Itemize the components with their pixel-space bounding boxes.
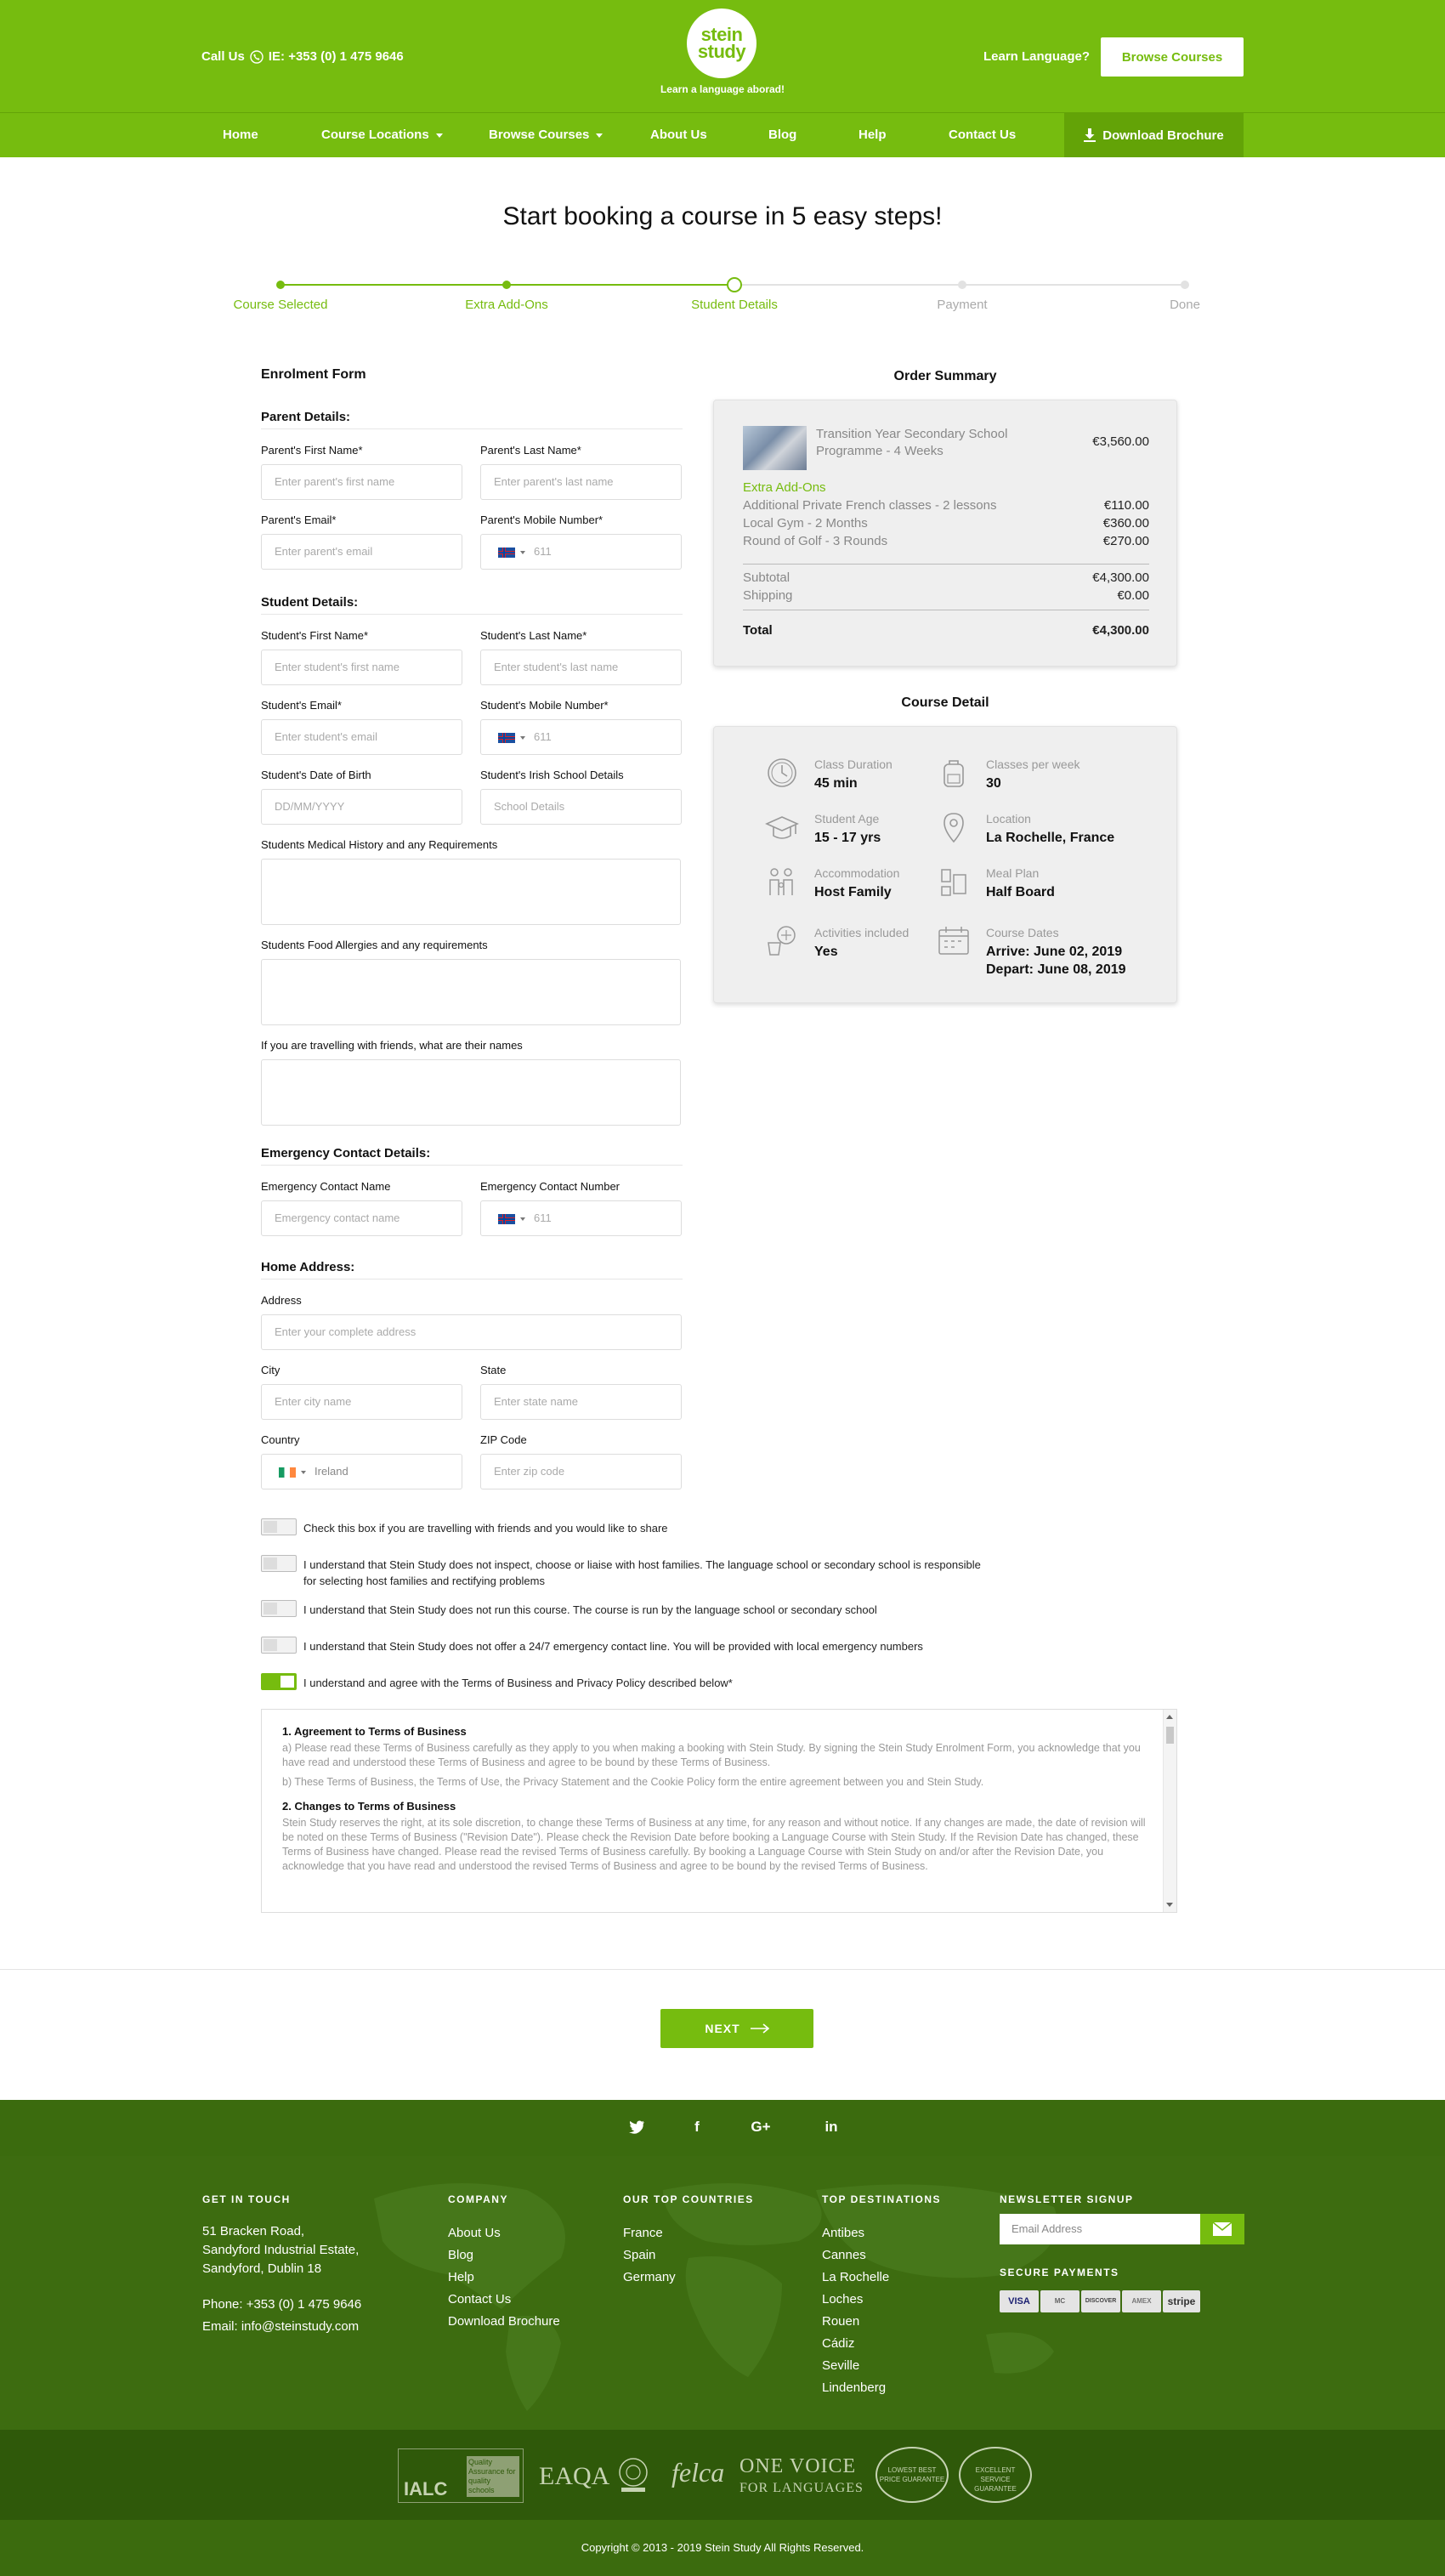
tagline: Learn a language aborad! xyxy=(660,83,785,95)
subtotal-label: Subtotal xyxy=(743,570,790,585)
felca-logo: felca xyxy=(672,2457,725,2488)
nav-help-label: Help xyxy=(858,128,887,142)
ialc-text: IALC xyxy=(404,2478,448,2499)
addon-name: Round of Golf - 3 Rounds xyxy=(743,534,888,548)
footer-company xyxy=(448,2193,560,2333)
student-mobile-label: Student's Mobile Number* xyxy=(480,699,609,712)
country-label: Country xyxy=(261,1433,300,1446)
family-icon xyxy=(765,865,799,899)
twitter-icon[interactable] xyxy=(626,2117,647,2137)
download-icon xyxy=(1084,128,1096,142)
footer-heading: OUR TOP COUNTRIES xyxy=(623,2193,754,2205)
footer-link[interactable]: Contact Us xyxy=(448,2292,512,2306)
footer-heading: GET IN TOUCH xyxy=(202,2193,291,2205)
checkbox-terms-row[interactable] xyxy=(261,1673,1026,1692)
emergency-name-input[interactable]: Emergency contact name xyxy=(261,1200,462,1236)
enrolment-form xyxy=(261,367,683,1478)
detail-value: Host Family xyxy=(814,885,892,899)
discover-icon: DISCOVER xyxy=(1081,2290,1120,2312)
divider xyxy=(261,1165,683,1166)
divider xyxy=(261,428,683,429)
home-section-title: Home Address: xyxy=(261,1260,355,1274)
parent-last-name-input[interactable]: Enter parent's last name xyxy=(480,464,682,500)
detail-label: Classes per week xyxy=(986,757,1080,771)
emergency-toggle[interactable] xyxy=(261,1637,297,1654)
chevron-down-icon xyxy=(596,133,603,138)
order-summary-title: Order Summary xyxy=(893,369,997,383)
footer-destinations xyxy=(822,2193,941,2399)
footer-contact xyxy=(202,2193,361,2338)
progress-steps xyxy=(233,277,1200,312)
graduation-cap-icon xyxy=(765,810,799,844)
detail-value: 45 min xyxy=(814,776,858,791)
call-us[interactable] xyxy=(201,49,404,64)
city-input[interactable]: Enter city name xyxy=(261,1384,462,1420)
course-detail-title: Course Detail xyxy=(901,695,989,710)
shipping-label: Shipping xyxy=(743,588,793,603)
scroll-thumb[interactable] xyxy=(1166,1727,1174,1744)
nav-about-label: About Us xyxy=(650,128,707,142)
friends-textarea[interactable] xyxy=(261,1059,681,1126)
nav-home-label: Home xyxy=(223,128,258,142)
newsletter-form xyxy=(1000,2214,1244,2244)
course-name: Transition Year Secondary School Programme - 4 Weeks xyxy=(816,427,1008,458)
footer-email[interactable]: Email: info@steinstudy.com xyxy=(202,2319,360,2334)
course-thumbnail xyxy=(743,426,807,470)
checkbox-share-row[interactable] xyxy=(261,1518,1026,1537)
medical-label: Students Medical History and any Requirements xyxy=(261,838,498,851)
parent-last-label: Parent's Last Name* xyxy=(480,444,581,457)
google-plus-icon[interactable]: G+ xyxy=(751,2119,771,2135)
detail-label: Meal Plan xyxy=(986,866,1040,880)
detail-value: Half Board xyxy=(986,885,1055,899)
footer-phone[interactable]: Phone: +353 (0) 1 475 9646 xyxy=(202,2297,362,2312)
phone-placeholder: 611 xyxy=(534,545,552,558)
flag-icon[interactable] xyxy=(498,1214,515,1224)
student-first-name-input[interactable]: Enter student's first name xyxy=(261,650,462,685)
phone-placeholder: 611 xyxy=(534,1211,552,1224)
divider xyxy=(743,564,1149,565)
meal-icon xyxy=(937,865,971,899)
accreditations-bar xyxy=(0,2430,1445,2520)
header-phone: IE: +353 (0) 1 475 9646 xyxy=(268,49,404,64)
addons-heading xyxy=(743,480,1149,495)
step-label-5: Done xyxy=(1170,298,1200,312)
clock-icon xyxy=(765,756,799,790)
step-dot-5 xyxy=(1181,281,1189,289)
country-value: Ireland xyxy=(314,1465,348,1478)
next-label: NEXT xyxy=(705,2022,740,2035)
parent-first-label: Parent's First Name* xyxy=(261,444,363,457)
phone-placeholder: 611 xyxy=(534,730,552,743)
student-section-title: Student Details: xyxy=(261,595,359,610)
step-dot-1 xyxy=(276,281,285,289)
parent-section-title: Parent Details: xyxy=(261,410,351,424)
detail-label: Course Dates xyxy=(986,926,1059,939)
footer-link[interactable]: Seville xyxy=(822,2358,860,2373)
map-pin-icon xyxy=(937,810,971,844)
phone-icon xyxy=(250,50,264,64)
logo-line1: stein xyxy=(700,24,743,45)
addon-price: €270.00 xyxy=(1102,534,1149,548)
shipping-value: €0.00 xyxy=(1117,588,1149,603)
one-voice-tagline: FOR LANGUAGES xyxy=(740,2481,864,2495)
friends-label: If you are travelling with friends, what are their names xyxy=(261,1039,523,1052)
addon-row xyxy=(743,498,1149,513)
learn-language-link[interactable]: Learn Language? xyxy=(983,49,1091,64)
visa-icon: VISA xyxy=(1000,2290,1039,2312)
activities-icon xyxy=(765,924,799,958)
footer-link[interactable]: Antibes xyxy=(822,2226,865,2240)
student-email-input[interactable]: Enter student's email xyxy=(261,719,462,755)
city-label: City xyxy=(261,1364,280,1376)
flag-icon[interactable] xyxy=(498,733,515,743)
detail-value: 30 xyxy=(986,776,1001,791)
footer-countries xyxy=(623,2193,754,2289)
course-toggle[interactable] xyxy=(261,1600,297,1617)
newsletter-submit-button[interactable] xyxy=(1200,2214,1244,2244)
nav-contact-us[interactable] xyxy=(949,113,1016,157)
eaqa-logo: EAQA xyxy=(539,2462,610,2490)
nav-blog-label: Blog xyxy=(768,128,797,142)
terms-heading-1: 1. Agreement to Terms of Business xyxy=(282,1725,467,1738)
food-textarea[interactable] xyxy=(261,959,681,1025)
footer-link[interactable]: Lindenberg xyxy=(822,2380,887,2395)
chevron-down-icon xyxy=(520,551,525,554)
parent-mobile-input[interactable] xyxy=(480,534,682,570)
detail-label: Class Duration xyxy=(814,757,892,771)
share-toggle[interactable] xyxy=(261,1518,297,1535)
student-email-label: Student's Email* xyxy=(261,699,342,712)
terms-toggle[interactable] xyxy=(261,1673,297,1690)
dob-input[interactable]: DD/MM/YYYY xyxy=(261,789,462,825)
chevron-down-icon xyxy=(520,1217,525,1221)
detail-value: Arrive: June 02, 2019 xyxy=(986,945,1123,959)
footer-link[interactable]: Blog xyxy=(448,2248,474,2262)
site-footer xyxy=(0,2156,1445,2430)
emergency-number-input[interactable] xyxy=(480,1200,682,1236)
facebook-icon[interactable]: f xyxy=(694,2119,700,2135)
detail-label: Activities included xyxy=(814,926,910,939)
student-last-label: Student's Last Name* xyxy=(480,629,587,642)
address-input[interactable]: Enter your complete address xyxy=(261,1314,682,1350)
footer-heading: TOP DESTINATIONS xyxy=(822,2193,942,2205)
footer-link[interactable]: Loches xyxy=(822,2292,864,2306)
footer-link[interactable]: Spain xyxy=(623,2248,656,2262)
course-line xyxy=(816,426,1149,460)
student-first-label: Student's First Name* xyxy=(261,629,369,642)
download-label: Download Brochure xyxy=(1102,128,1224,143)
terms-content xyxy=(282,1725,1149,1879)
nav-about-us[interactable] xyxy=(650,113,707,157)
emergency-number-label: Emergency Contact Number xyxy=(480,1180,620,1193)
footer-link[interactable]: Cannes xyxy=(822,2248,866,2262)
host-family-toggle[interactable] xyxy=(261,1555,297,1572)
nav-browse-courses-label: Browse Courses xyxy=(489,128,590,142)
arrow-right-icon xyxy=(751,2023,769,2034)
flag-icon[interactable] xyxy=(498,548,515,558)
subtotal-value: €4,300.00 xyxy=(1092,570,1149,585)
detail-value: 15 - 17 yrs xyxy=(814,831,881,845)
checkbox-label: I understand that Stein Study does not run this course. The course is run by the language school or secondary school xyxy=(303,1603,877,1616)
amex-icon: AMEX xyxy=(1122,2290,1161,2312)
download-brochure-button[interactable] xyxy=(1064,113,1244,157)
addon-name: Local Gym - 2 Months xyxy=(743,516,868,531)
terms-paragraph: b) These Terms of Business, the Terms of Use, the Privacy Statement and the Cookie Policy form the entire agreement between you and Stein Study. xyxy=(282,1776,984,1788)
country-select[interactable] xyxy=(261,1454,462,1489)
student-last-name-input[interactable]: Enter student's last name xyxy=(480,650,682,685)
step-dot-3 xyxy=(727,277,742,292)
footer-link[interactable]: La Rochelle xyxy=(822,2270,890,2284)
school-input[interactable]: School Details xyxy=(480,789,682,825)
browse-courses-button[interactable]: Browse Courses xyxy=(1101,37,1244,77)
terms-scrollbar[interactable] xyxy=(1163,1710,1176,1912)
footer-heading: COMPANY xyxy=(448,2193,508,2205)
page-title: Start booking a course in 5 easy steps! xyxy=(502,202,943,230)
chevron-down-icon xyxy=(520,736,525,740)
address-line: Sandyford Industrial Estate, xyxy=(202,2243,360,2257)
medical-textarea[interactable] xyxy=(261,859,681,925)
checkbox-course-row[interactable] xyxy=(261,1600,1026,1619)
detail-value: Depart: June 08, 2019 xyxy=(986,962,1126,977)
detail-value: La Rochelle, France xyxy=(986,831,1115,845)
checkbox-emergency-row[interactable] xyxy=(261,1637,1026,1655)
backpack-icon xyxy=(937,756,971,790)
step-dot-2 xyxy=(502,281,511,289)
food-label: Students Food Allergies and any requirements xyxy=(261,939,488,951)
scroll-down-icon[interactable] xyxy=(1166,1903,1173,1907)
call-label: Call Us xyxy=(201,49,245,64)
addons-label: Extra Add-Ons xyxy=(743,480,826,495)
parent-first-name-input[interactable]: Enter parent's first name xyxy=(261,464,462,500)
footer-link[interactable]: Rouen xyxy=(822,2314,860,2329)
best-price-badge: LOWEST BEST PRICE GUARANTEE xyxy=(876,2447,949,2503)
addon-price: €360.00 xyxy=(1102,516,1149,531)
ialc-logo xyxy=(398,2448,524,2503)
subtotal-row xyxy=(743,570,1149,585)
nav-course-locations[interactable] xyxy=(321,113,443,157)
detail-label: Accommodation xyxy=(814,866,900,880)
envelope-icon xyxy=(1200,2214,1244,2244)
total-label: Total xyxy=(743,623,773,638)
footer-link[interactable]: Help xyxy=(448,2270,474,2284)
addon-name: Additional Private French classes - 2 lessons xyxy=(743,498,997,513)
checkbox-label: I understand that Stein Study does not inspect, choose or liaise with host families. The language school or secondary school is responsible for selecting host families and rectifying problems xyxy=(303,1558,981,1587)
dob-label: Student's Date of Birth xyxy=(261,769,371,781)
site-header xyxy=(0,0,1445,112)
addon-row xyxy=(743,516,1149,531)
nav-home[interactable] xyxy=(223,113,258,157)
total-row xyxy=(743,623,1149,638)
parent-email-label: Parent's Email* xyxy=(261,513,337,526)
footer-link[interactable]: Germany xyxy=(623,2270,676,2284)
social-bar xyxy=(0,2100,1445,2156)
addon-price: €110.00 xyxy=(1103,498,1149,513)
chevron-down-icon xyxy=(436,133,443,138)
shipping-row xyxy=(743,588,1149,603)
student-mobile-input[interactable] xyxy=(480,719,682,755)
stripe-icon: stripe xyxy=(1163,2290,1200,2312)
zip-input[interactable]: Enter zip code xyxy=(480,1454,682,1489)
order-summary-panel xyxy=(713,400,1177,667)
seal-icon xyxy=(616,2455,650,2494)
address-line: Sandyford, Dublin 18 xyxy=(202,2261,322,2276)
zip-label: ZIP Code xyxy=(480,1433,527,1446)
chevron-down-icon xyxy=(301,1471,306,1474)
linkedin-icon[interactable]: in xyxy=(824,2119,838,2135)
flag-icon xyxy=(279,1467,296,1478)
parent-email-input[interactable]: Enter parent's email xyxy=(261,534,462,570)
address-label: Address xyxy=(261,1294,302,1307)
next-button[interactable] xyxy=(660,2009,813,2048)
terms-scroll-box[interactable] xyxy=(261,1709,1177,1913)
footer-heading: NEWSLETTER SIGNUP xyxy=(1000,2193,1134,2205)
one-voice-logo: ONE VOICE xyxy=(740,2455,857,2477)
emergency-section-title: Emergency Contact Details: xyxy=(261,1146,431,1160)
terms-heading-2: 2. Changes to Terms of Business xyxy=(282,1800,456,1813)
terms-paragraph: a) Please read these Terms of Business carefully as they apply to you when making a booking with Stein Study. By signing the Stein Study Enrolment Form, you acknowledge that you have read and understood these Terms of Business and agree to be bound by these Terms of Business. xyxy=(282,1742,1141,1768)
nav-contact-label: Contact Us xyxy=(949,128,1017,142)
step-label-3: Student Details xyxy=(691,298,778,312)
calendar-icon xyxy=(937,924,971,958)
mastercard-icon: MC xyxy=(1040,2290,1080,2312)
copyright: Copyright © 2013 - 2019 Stein Study All Rights Reserved. xyxy=(0,2520,1445,2576)
step-label-1: Course Selected xyxy=(233,298,328,312)
nav-browse-courses[interactable] xyxy=(489,113,603,157)
address-line: 51 Bracken Road, xyxy=(202,2224,305,2238)
nav-course-locations-label: Course Locations xyxy=(321,128,429,142)
terms-paragraph: Stein Study reserves the right, at its sole discretion, to change these Terms of Business at any time, for any reason and without notice. If any changes are made, the date of revision will be noted on these Terms of Business ("Revision Date"). Please check the Revision Date before booking a Language Course with Stein Study. If the Revision Date has changed, these Terms of Business have changed. Please read the revised Terms of Business carefully. By booking a Language Course with Stein Study on and/or after the Revision Date, you acknowledge that you have read and understood the revised Terms of Business and agree to be bound by the revised Terms of Business. xyxy=(282,1817,1146,1872)
detail-value: Yes xyxy=(814,945,838,959)
checkbox-label: I understand and agree with the Terms of Business and Privacy Policy described below* xyxy=(303,1677,733,1689)
footer-link[interactable]: Cádiz xyxy=(822,2336,855,2351)
step-label-4: Payment xyxy=(937,298,988,312)
scroll-up-icon[interactable] xyxy=(1166,1715,1173,1719)
nav-help[interactable] xyxy=(858,113,887,157)
step-label-2: Extra Add-Ons xyxy=(465,298,548,312)
newsletter-email-input[interactable]: Email Address xyxy=(1000,2214,1200,2244)
main-nav xyxy=(0,112,1445,157)
ialc-tagline: Quality Assurance for quality schools xyxy=(467,2456,519,2497)
footer-link[interactable]: About Us xyxy=(448,2226,501,2240)
course-detail-panel xyxy=(713,726,1177,1003)
footer-link[interactable]: Download Brochure xyxy=(448,2314,560,2329)
logo[interactable] xyxy=(687,9,756,78)
course-price: €3,560.00 xyxy=(1092,434,1149,449)
state-input[interactable]: Enter state name xyxy=(480,1384,682,1420)
school-label: Student's Irish School Details xyxy=(480,769,624,781)
divider xyxy=(261,614,683,615)
checkbox-label: I understand that Stein Study does not offer a 24/7 emergency contact line. You will be provided with local emergency numbers xyxy=(303,1640,923,1653)
parent-mobile-label: Parent's Mobile Number* xyxy=(480,513,604,526)
footer-link[interactable]: France xyxy=(623,2226,663,2240)
nav-blog[interactable] xyxy=(768,113,796,157)
logo-line2: study xyxy=(697,41,746,62)
detail-label: Student Age xyxy=(814,812,880,826)
form-title: Enrolment Form xyxy=(261,367,366,382)
checkbox-host-family-row[interactable] xyxy=(261,1555,1026,1589)
detail-label: Location xyxy=(986,812,1031,826)
checkbox-label: Check this box if you are travelling with friends and you would like to share xyxy=(303,1522,668,1535)
footer-heading: SECURE PAYMENTS xyxy=(1000,2267,1119,2278)
divider xyxy=(0,1969,1445,1970)
step-dot-4 xyxy=(958,281,966,289)
emergency-name-label: Emergency Contact Name xyxy=(261,1180,391,1193)
excellent-service-badge: EXCELLENT SERVICE GUARANTEE xyxy=(959,2447,1032,2503)
addon-row xyxy=(743,534,1149,548)
total-value: €4,300.00 xyxy=(1092,623,1149,638)
state-label: State xyxy=(480,1364,507,1376)
